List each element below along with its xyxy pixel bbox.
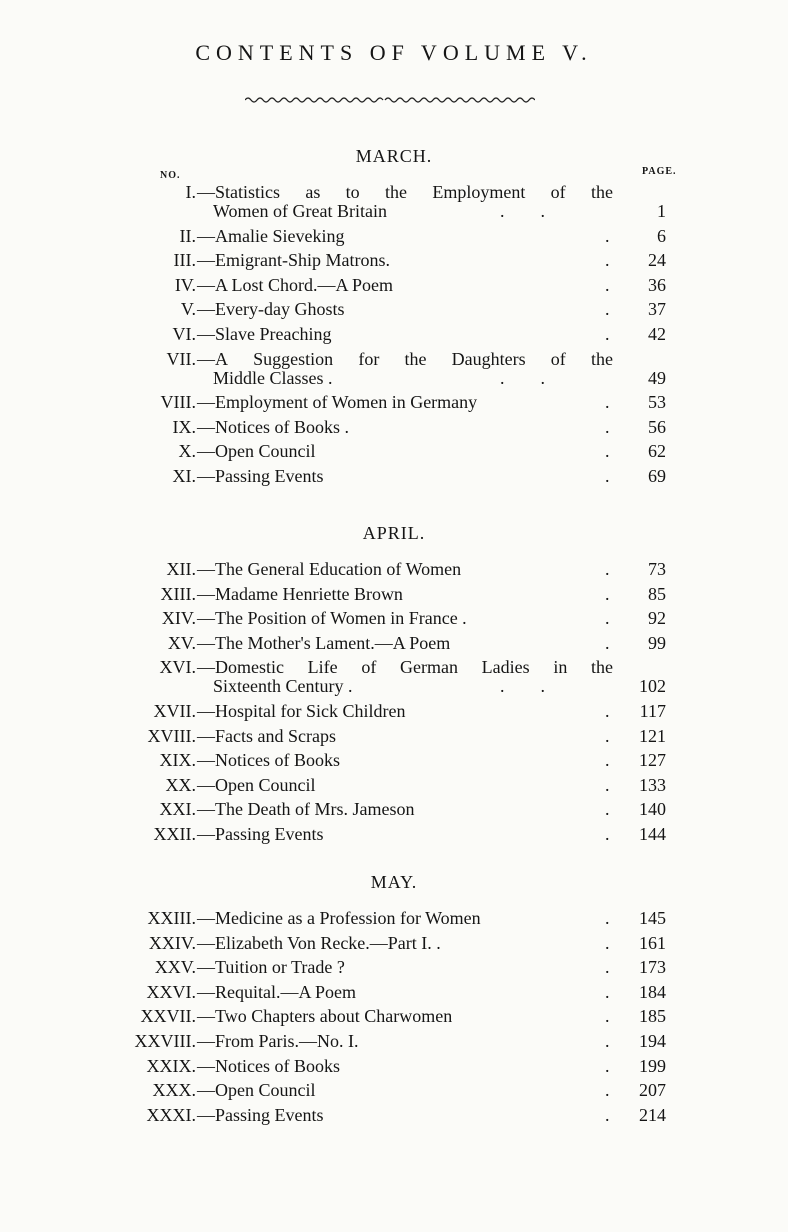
toc-entry bbox=[0, 559, 788, 584]
page-number: 194 bbox=[639, 1031, 666, 1051]
entry-title: —Open Council bbox=[197, 441, 316, 462]
entry-title: —Amalie Sieveking bbox=[197, 225, 345, 246]
toc-entry bbox=[0, 726, 788, 751]
leader-dots: . bbox=[605, 799, 610, 820]
entry-number: XXIII. bbox=[147, 908, 196, 928]
leader-dots: . bbox=[605, 466, 610, 486]
page-number: 140 bbox=[639, 799, 666, 820]
section-heading: MAY. bbox=[370, 872, 418, 892]
entry-title: —The Position of Women in France . bbox=[197, 608, 467, 629]
entry-title: —Tuition or Trade ? bbox=[197, 957, 345, 978]
entry-number: IX. bbox=[172, 416, 196, 437]
leader-dots: . bbox=[605, 250, 610, 271]
entry-title: —Requital.—A Poem bbox=[197, 981, 356, 1002]
toc-entry bbox=[0, 799, 788, 824]
page-number: 207 bbox=[639, 1080, 666, 1101]
entry-number: XXIV. bbox=[148, 932, 196, 953]
entry-number: V. bbox=[180, 299, 196, 320]
toc-entry bbox=[0, 633, 788, 658]
leader-dots: . bbox=[605, 274, 610, 295]
page-number: 1 bbox=[657, 201, 666, 221]
page-number: 117 bbox=[639, 701, 666, 721]
page-number: 133 bbox=[639, 774, 666, 795]
leader-dots: . bbox=[605, 908, 610, 928]
section-heading: APRIL. bbox=[362, 523, 426, 543]
page-number: 214 bbox=[639, 1104, 666, 1125]
page-number: 144 bbox=[639, 824, 666, 844]
entry-title-continued: Sixteenth Century . bbox=[213, 676, 353, 697]
page-number: 121 bbox=[639, 725, 666, 746]
toc-entry bbox=[0, 392, 788, 417]
entry-title-continued: Women of Great Britain bbox=[213, 201, 387, 221]
entry-title: —The General Education of Women bbox=[197, 559, 462, 579]
page-number: 6 bbox=[657, 225, 666, 246]
page-number: 36 bbox=[648, 274, 666, 295]
leader-dots: . bbox=[605, 701, 610, 721]
toc-entry bbox=[0, 226, 788, 251]
toc-entry bbox=[0, 275, 788, 300]
toc-entry bbox=[0, 657, 788, 697]
entry-number: XXI. bbox=[159, 799, 196, 820]
entry-title: —Passing Events bbox=[197, 1104, 324, 1125]
toc-entry bbox=[0, 466, 788, 491]
page-number: 42 bbox=[648, 324, 666, 344]
entry-number: XXX. bbox=[152, 1080, 196, 1101]
page-number: 184 bbox=[639, 981, 666, 1002]
leader-dots: . bbox=[605, 559, 610, 579]
leader-dots: . bbox=[605, 1080, 610, 1101]
toc-entry bbox=[0, 250, 788, 275]
toc-entry bbox=[0, 348, 788, 388]
page-number: 173 bbox=[639, 957, 666, 978]
entry-title: —Notices of Books bbox=[197, 1055, 340, 1076]
entry-title: —Hospital for Sick Children bbox=[197, 701, 406, 721]
entry-number: XXVI. bbox=[146, 981, 196, 1002]
leader-dots: . . bbox=[500, 367, 545, 388]
toc-entry bbox=[0, 957, 788, 982]
section-heading: MARCH. bbox=[355, 146, 433, 166]
entry-title: —Notices of Books bbox=[197, 750, 340, 771]
page-number: 199 bbox=[639, 1055, 666, 1076]
page-number: 92 bbox=[648, 608, 666, 629]
leader-dots: . bbox=[605, 608, 610, 629]
entry-number: VII. bbox=[166, 348, 196, 369]
leader-dots: . bbox=[605, 583, 610, 604]
leader-dots: . . bbox=[500, 676, 545, 697]
entry-title: —Emigrant-Ship Matrons. bbox=[197, 250, 390, 271]
toc-entry bbox=[0, 299, 788, 324]
page-number: 24 bbox=[648, 250, 666, 271]
entry-title: —A Lost Chord.—A Poem bbox=[197, 274, 394, 295]
entry-title: —Notices of Books . bbox=[197, 416, 349, 437]
toc-entry bbox=[0, 1105, 788, 1130]
column-label-no: NO. bbox=[160, 170, 181, 181]
entry-number: XXVIII. bbox=[134, 1031, 196, 1051]
entry-number: XVI. bbox=[159, 657, 196, 678]
toc-entry bbox=[0, 608, 788, 633]
toc-entry bbox=[0, 1080, 788, 1105]
toc-entry bbox=[0, 1056, 788, 1081]
entry-title: —The Mother's Lament.—A Poem bbox=[197, 632, 451, 653]
entry-title-continued: Middle Classes . bbox=[213, 367, 333, 388]
toc-entry bbox=[0, 908, 788, 933]
page-number: 185 bbox=[639, 1006, 666, 1027]
entry-number: XXXI. bbox=[146, 1104, 196, 1125]
entry-title: —Passing Events bbox=[197, 466, 324, 486]
leader-dots: . bbox=[605, 824, 610, 844]
page-number: 49 bbox=[648, 367, 666, 388]
entry-title: —From Paris.—No. I. bbox=[197, 1031, 359, 1051]
entry-number: XIX. bbox=[159, 750, 196, 771]
entry-number: XIII. bbox=[160, 583, 196, 604]
page-number: 69 bbox=[648, 466, 666, 486]
entry-title: —Madame Henriette Brown bbox=[197, 583, 403, 604]
toc-entry bbox=[0, 701, 788, 726]
entry-title: —A Suggestion for the Daughters of the bbox=[197, 348, 613, 369]
toc-entry bbox=[0, 775, 788, 800]
entry-number: XXII. bbox=[153, 824, 196, 844]
toc-entry bbox=[0, 324, 788, 349]
page-number: 56 bbox=[648, 416, 666, 437]
entry-title: —Open Council bbox=[197, 1080, 316, 1101]
entry-number: XIV. bbox=[161, 608, 196, 629]
toc-entry bbox=[0, 933, 788, 958]
entry-number: VI. bbox=[172, 324, 196, 344]
page-number: 62 bbox=[648, 441, 666, 462]
page-number: 145 bbox=[639, 908, 666, 928]
decorative-wavy-rule bbox=[245, 96, 535, 104]
entry-number: XXV. bbox=[154, 957, 196, 978]
toc-entry bbox=[0, 824, 788, 849]
leader-dots: . bbox=[605, 441, 610, 462]
entry-number: XX. bbox=[165, 774, 196, 795]
entry-title: —Elizabeth Von Recke.—Part I. . bbox=[197, 932, 441, 953]
entry-number: IV. bbox=[174, 274, 196, 295]
leader-dots: . bbox=[605, 1055, 610, 1076]
page-number: 37 bbox=[648, 299, 666, 320]
leader-dots: . bbox=[605, 981, 610, 1002]
entry-number: VIII. bbox=[160, 392, 196, 413]
entry-number: XVIII. bbox=[147, 725, 196, 746]
leader-dots: . bbox=[605, 1104, 610, 1125]
entry-title: —Open Council bbox=[197, 774, 316, 795]
leader-dots: . bbox=[605, 324, 610, 344]
leader-dots: . bbox=[605, 225, 610, 246]
toc-entry bbox=[0, 182, 788, 221]
page-number: 99 bbox=[648, 632, 666, 653]
page-number: 161 bbox=[639, 932, 666, 953]
toc-entry bbox=[0, 441, 788, 466]
leader-dots: . bbox=[605, 725, 610, 746]
toc-entry bbox=[0, 1031, 788, 1056]
leader-dots: . bbox=[605, 1031, 610, 1051]
entry-title: —Facts and Scraps bbox=[197, 725, 336, 746]
toc-entry bbox=[0, 584, 788, 609]
leader-dots: . bbox=[605, 299, 610, 320]
entry-number: XXIX. bbox=[146, 1055, 196, 1076]
leader-dots: . bbox=[605, 957, 610, 978]
entry-title: —Employment of Women in Germany bbox=[197, 392, 478, 413]
page-number: 73 bbox=[648, 559, 666, 579]
entry-number: XXVII. bbox=[140, 1006, 196, 1027]
page-number: 53 bbox=[648, 392, 666, 413]
toc-entry bbox=[0, 982, 788, 1007]
entry-number: II. bbox=[179, 225, 196, 246]
entry-title: —The Death of Mrs. Jameson bbox=[197, 799, 415, 820]
leader-dots: . bbox=[605, 774, 610, 795]
entry-number: X. bbox=[178, 441, 196, 462]
leader-dots: . bbox=[605, 1006, 610, 1027]
entry-number: XI. bbox=[172, 466, 196, 486]
entry-number: III. bbox=[173, 250, 196, 271]
page-number: 102 bbox=[639, 676, 666, 697]
entry-number: I. bbox=[185, 182, 196, 202]
entry-title: —Passing Events bbox=[197, 824, 324, 844]
entry-title: —Slave Preaching bbox=[197, 324, 332, 344]
entry-number: XVII. bbox=[153, 701, 196, 721]
page-title: CONTENTS OF VOLUME V. bbox=[195, 40, 593, 65]
entry-title: —Domestic Life of German Ladies in the bbox=[197, 657, 613, 678]
entry-number: XV. bbox=[167, 632, 196, 653]
leader-dots: . bbox=[605, 932, 610, 953]
column-label-page: PAGE. bbox=[642, 166, 677, 177]
page-number: 85 bbox=[648, 583, 666, 604]
toc-entry bbox=[0, 1006, 788, 1031]
entry-title: —Medicine as a Profession for Women bbox=[197, 908, 481, 928]
leader-dots: . bbox=[605, 750, 610, 771]
page-number: 127 bbox=[639, 750, 666, 771]
entry-number: XII. bbox=[166, 559, 196, 579]
toc-entry bbox=[0, 750, 788, 775]
entry-title: —Every-day Ghosts bbox=[197, 299, 345, 320]
leader-dots: . bbox=[605, 416, 610, 437]
entry-title: —Statistics as to the Employment of the bbox=[197, 182, 613, 202]
leader-dots: . . bbox=[500, 201, 545, 221]
leader-dots: . bbox=[605, 392, 610, 413]
leader-dots: . bbox=[605, 632, 610, 653]
toc-entry bbox=[0, 417, 788, 442]
entry-title: —Two Chapters about Charwomen bbox=[197, 1006, 453, 1027]
